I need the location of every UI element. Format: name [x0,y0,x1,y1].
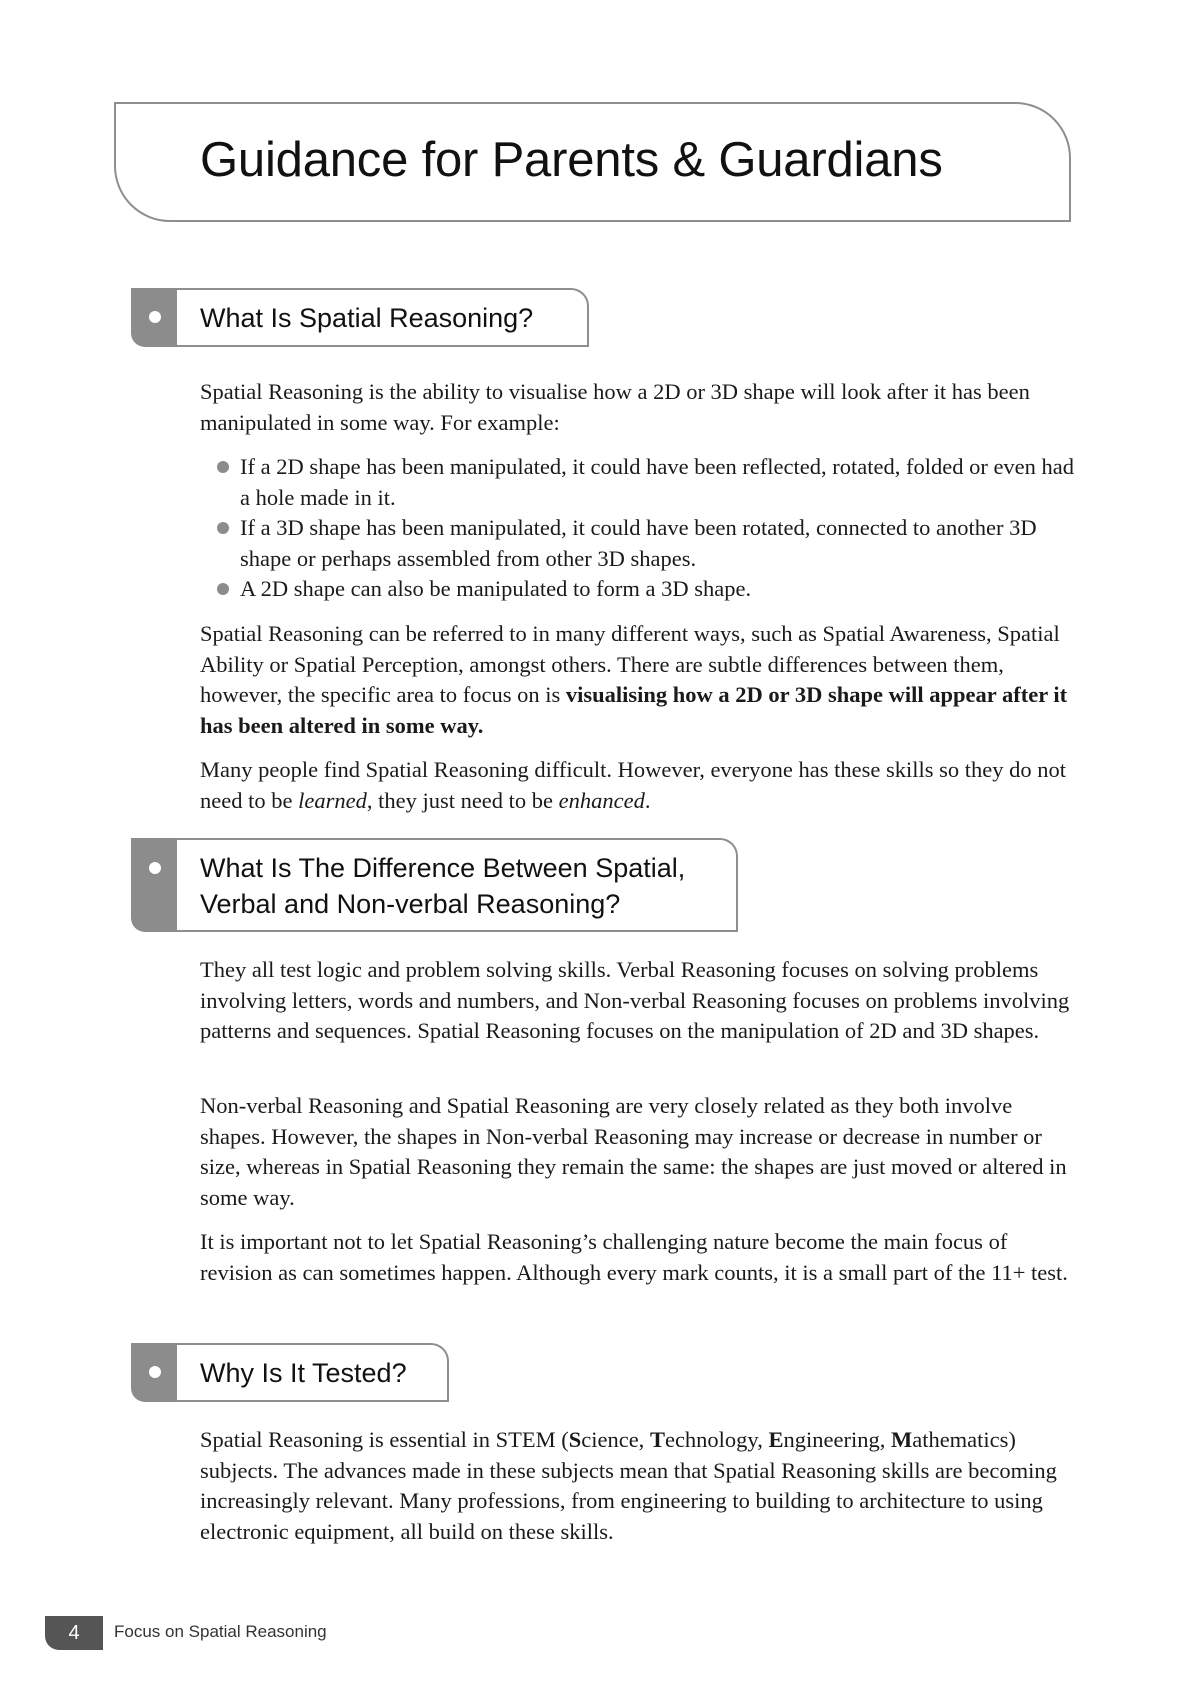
section-title: Why Is It Tested? [200,1358,407,1388]
list-item: If a 3D shape has been manipulated, it could have been rotated, connected to another 3D shape or perhaps assembled from other 3D shapes. [200,513,1080,574]
paragraph: Spatial Reasoning is essential in STEM (Science, Technology, Engineering, Mathematics) subjects. The advances made in these subjects mean that Spatial Reasoning skills are becoming increasingly relevant. Many professions, from engineering to building to architecture to using electronic equipment, all build on these skills. [200,1427,1057,1544]
section-title: What Is Spatial Reasoning? [200,303,534,333]
paragraph: It is important not to let Spatial Reasoning’s challenging nature become the main focus of revision as can sometimes happen. Although every mark counts, it is a small part of the 11+ test. [200,1229,1068,1285]
bullet-icon [217,583,229,595]
paragraph: Non-verbal Reasoning and Spatial Reasoning are very closely related as they both involve shapes. However, the shapes in Non-verbal Reasoning may increase or decrease in number or size, whereas in Spatial Reasoning they remain the same: the shapes are just moved or altered in some way. [200,1093,1067,1210]
page-title: Guidance for Parents & Guardians [200,133,943,187]
paragraph: They all test logic and problem solving skills. Verbal Reasoning focuses on solving problems involving letters, words and numbers, and Non-verbal Reasoning focuses on problems involving patterns and sequences. Spatial Reasoning focuses on the manipulation of 2D and 3D shapes. [200,957,1070,1043]
page-number: 4 [45,1616,103,1650]
paragraph: Many people find Spatial Reasoning difficult. However, everyone has these skills so they do not need to be learned, they just need to be enhanced. [200,757,1067,813]
bullet-icon [149,1366,161,1378]
list-item: If a 2D shape has been manipulated, it could have been reflected, rotated, folded or even had a hole made in it. [200,452,1080,513]
bullet-icon [217,522,229,534]
paragraph: Spatial Reasoning can be referred to in many different ways, such as Spatial Awareness, Spatial Ability or Spatial Perception, amongst others. There are subtle differences between them, however, the specific area to focus on is visualising how a 2D or 3D shape will appear after it has been altered in some way. [200,621,1068,738]
intro-paragraph: Spatial Reasoning is the ability to visualise how a 2D or 3D shape will look after it has been manipulated in some way. For example: [200,379,1030,435]
footer-title: Focus on Spatial Reasoning [114,1622,327,1641]
bullet-list [200,452,1080,605]
list-item: A 2D shape can also be manipulated to form a 3D shape. [200,574,1080,605]
section-tab [131,838,177,932]
bullet-icon [217,461,229,473]
section-title: What Is The Difference Between Spatial, Verbal and Non-verbal Reasoning? [200,853,686,919]
bullet-icon [149,862,161,874]
bullet-icon [149,311,161,323]
